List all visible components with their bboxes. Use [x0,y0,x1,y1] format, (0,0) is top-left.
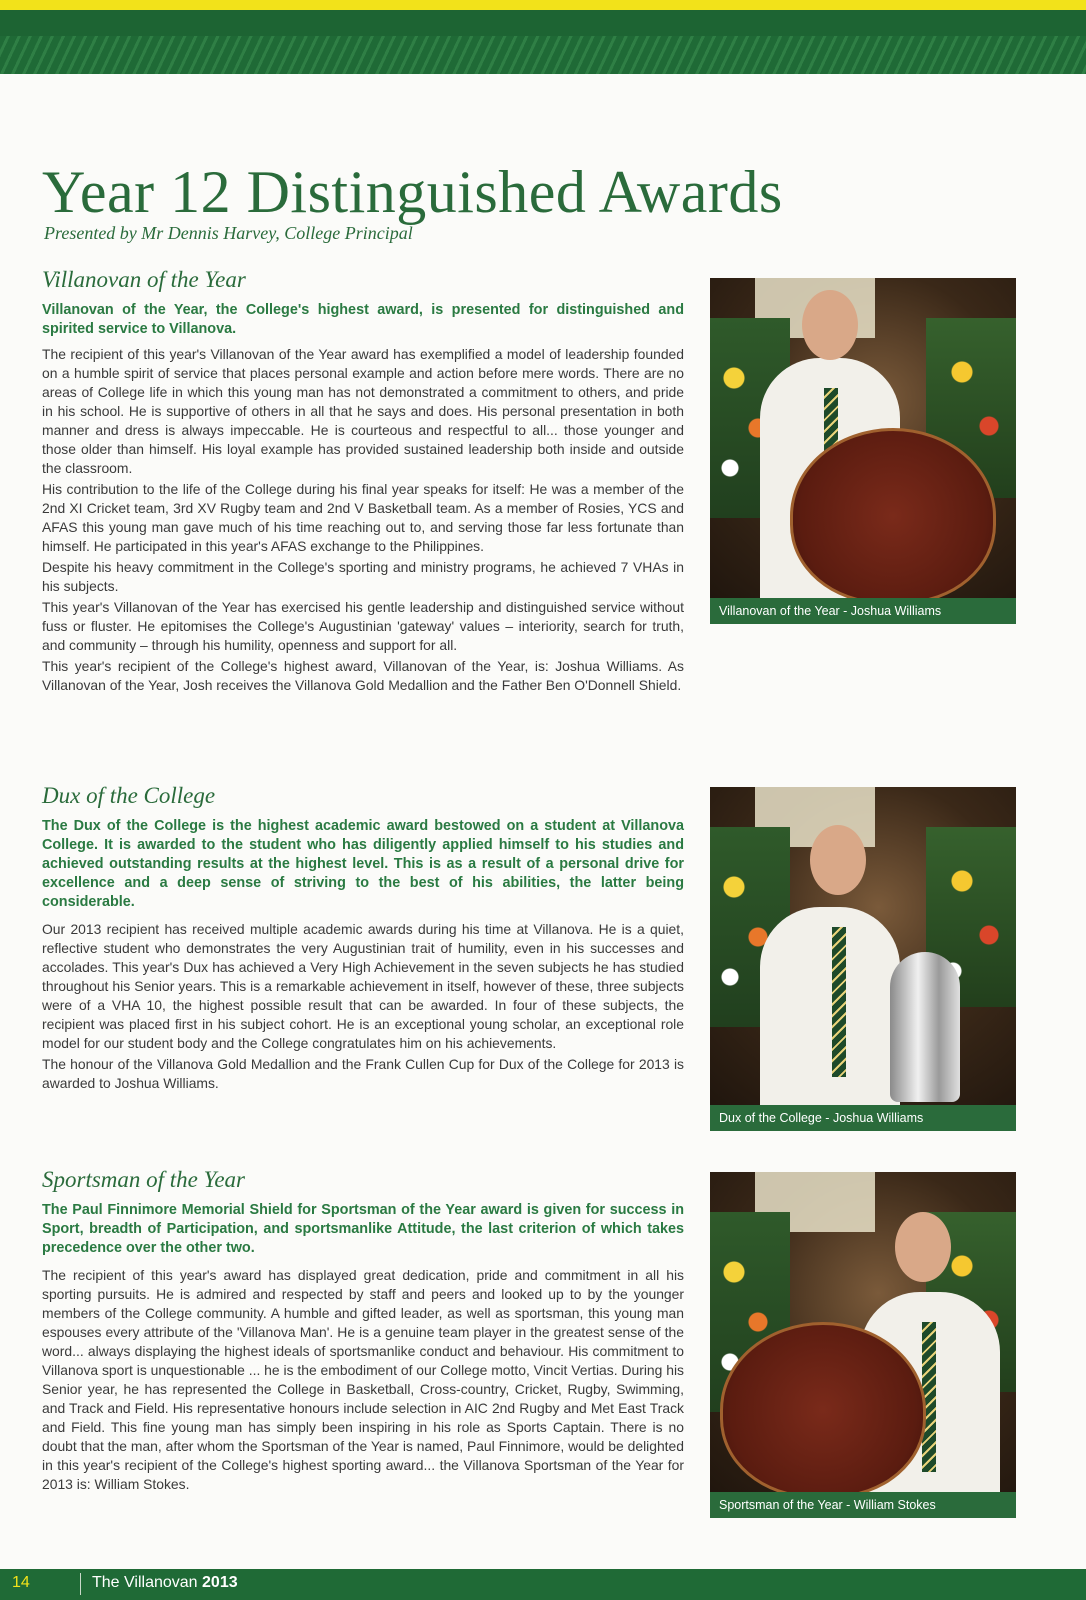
student-figure [760,907,900,1131]
section-lead: The Dux of the College is the highest academic award bestowed on a student at Villanova College. It is awarded to the student who has diligently applied himself to his studies and achieved outstanding results at the highest level. This is as a result of a personal drive for excellence and a deep sense of striving to the best of his abilities, the latter being considerable. [42,818,684,910]
publication-name: The Villanovan [92,1574,198,1591]
paragraph: The honour of the Villanova Gold Medallion and the Frank Cullen Cup for Dux of the College for 2013 is awarded to Joshua Williams. [42,1056,684,1091]
section-lead: The Paul Finnimore Memorial Shield for Sportsman of the Year award is given for success in Sport, breadth of Participation, and sportsmanlike Attitude, the last criterion of which takes precedence over the other two. [42,1202,684,1256]
trophy-shield [790,428,996,604]
paragraph: His contribution to the life of the College during his final year speaks for itself: He was a member of the 2nd XI Cricket team, 3rd XV Rugby team and 2nd V Basketball team. As a member of Rosies, YCS and AFAS this young man gave much of his time reaching out to, and serving those far less fortunate than himself. He participated in this year's AFAS exchange to the Philippines. [42,481,684,554]
photo-caption: Dux of the College - Joshua Williams [710,1105,1016,1131]
section-heading: Sportsman of the Year [42,1167,245,1192]
school-tie [832,927,846,1077]
photo-caption: Sportsman of the Year - William Stokes [710,1492,1016,1518]
page-title: Year 12 Distinguished Awards [42,159,783,225]
student-head [802,290,858,360]
paragraph: This year's recipient of the College's highest award, Villanovan of the Year, is: Joshua Williams. As Villanovan of the Year, Josh receives the Villanova Gold Medallion and the Father Ben O'Donnell Shield. [42,658,684,693]
trophy-shield [720,1322,926,1498]
paragraph: Despite his heavy commitment in the College's sporting and ministry programs, he achieved 7 VHAs in his subjects. [42,559,684,594]
section-heading: Villanovan of the Year [42,267,246,292]
publication-title [92,1574,238,1592]
page-number: 14 [12,1574,30,1591]
student-head [810,825,866,895]
page-footer [0,1569,1086,1600]
student-head [895,1212,951,1282]
photo-caption: Villanovan of the Year - Joshua Williams [710,598,1016,624]
photo-sportsman-of-the-year [710,1172,1016,1518]
section-sportsman-of-the-year [42,1167,684,1496]
header-band [0,10,1086,74]
section-dux-of-the-college [42,783,684,1095]
section-lead: Villanovan of the Year, the College's highest award, is presented for distinguished and spirited service to Villanova. [42,302,684,337]
footer-divider [80,1573,81,1595]
paragraph: This year's Villanovan of the Year has exercised his gentle leadership and distinguished service without fuss or fluster. He epitomises the College's Augustinian 'gateway' values – interiority, search for truth, and community – through his humility, openness and support for all. [42,599,684,653]
paragraph: Our 2013 recipient has received multiple academic awards during his time at Villanova. He is a quiet, reflective student who demonstrates the very Augustinian trait of humility, even in his successes and accolades. This year's Dux has achieved a Very High Achievement in the seven subjects he has studied throughout his Senior years. This is a remarkable achievement in itself, however of these, three subjects were of a VHA 10, the highest possible result that can be awarded. In four of these subjects, the recipient was placed first in his subject cohort. He is an exceptional young scholar, an exceptional role model for our student body and the College congratulates him on his achievements. [42,921,684,1051]
paragraph: The recipient of this year's Villanovan of the Year award has exemplified a model of leadership founded on a humble spirit of service that places personal example and action before mere words. There are no areas of College life in which this young man has not demonstrated a commitment to others, and pride in his school. He is supportive of others in all that he says and does. His personal presentation in both manner and dress is always impeccable. He is courteous and respectful to all... those younger and those older than himself. His loyal example has provided sustained leadership both inside and outside the classroom. [42,346,684,476]
page-subtitle: Presented by Mr Dennis Harvey, College Principal [44,223,413,243]
trophy-cup [890,952,960,1102]
top-accent-stripe [0,0,1086,10]
section-heading: Dux of the College [42,783,216,808]
publication-year: 2013 [202,1574,238,1591]
paragraph: The recipient of this year's award has displayed great dedication, pride and commitment in all his sporting pursuits. He is admired and respected by staff and peers and looked up to by the younger members of the College community. A humble and gifted leader, as well as sportsman, this young man espouses every attribute of the 'Villanova Man'. He is a genuine team player in the greatest sense of the word... always displaying the highest ideals of sportsmanlike conduct and behaviour. His commitment to Villanova sport is unquestionable ... he is the embodiment of our College motto, Vincit Vertias. During his Senior year, he has represented the College in Basketball, Cross-country, Cricket, Rugby, Swimming, and Track and Field. His representative honours include selection in AIC 2nd Rugby and Met East Track and Field. This fine young man has simply been inspiring in his role as Sports Captain. There is no doubt that the man, after whom the Sportsman of the Year is named, Paul Finnimore, would be delighted in this year's recipient of the College's highest sporting award... the Villanova Sportsman of the Year for 2013 is: William Stokes. [42,1267,684,1492]
photo-dux-of-the-college [710,787,1016,1131]
photo-villanovan-of-the-year [710,278,1016,624]
section-villanovan-of-the-year [42,267,684,697]
